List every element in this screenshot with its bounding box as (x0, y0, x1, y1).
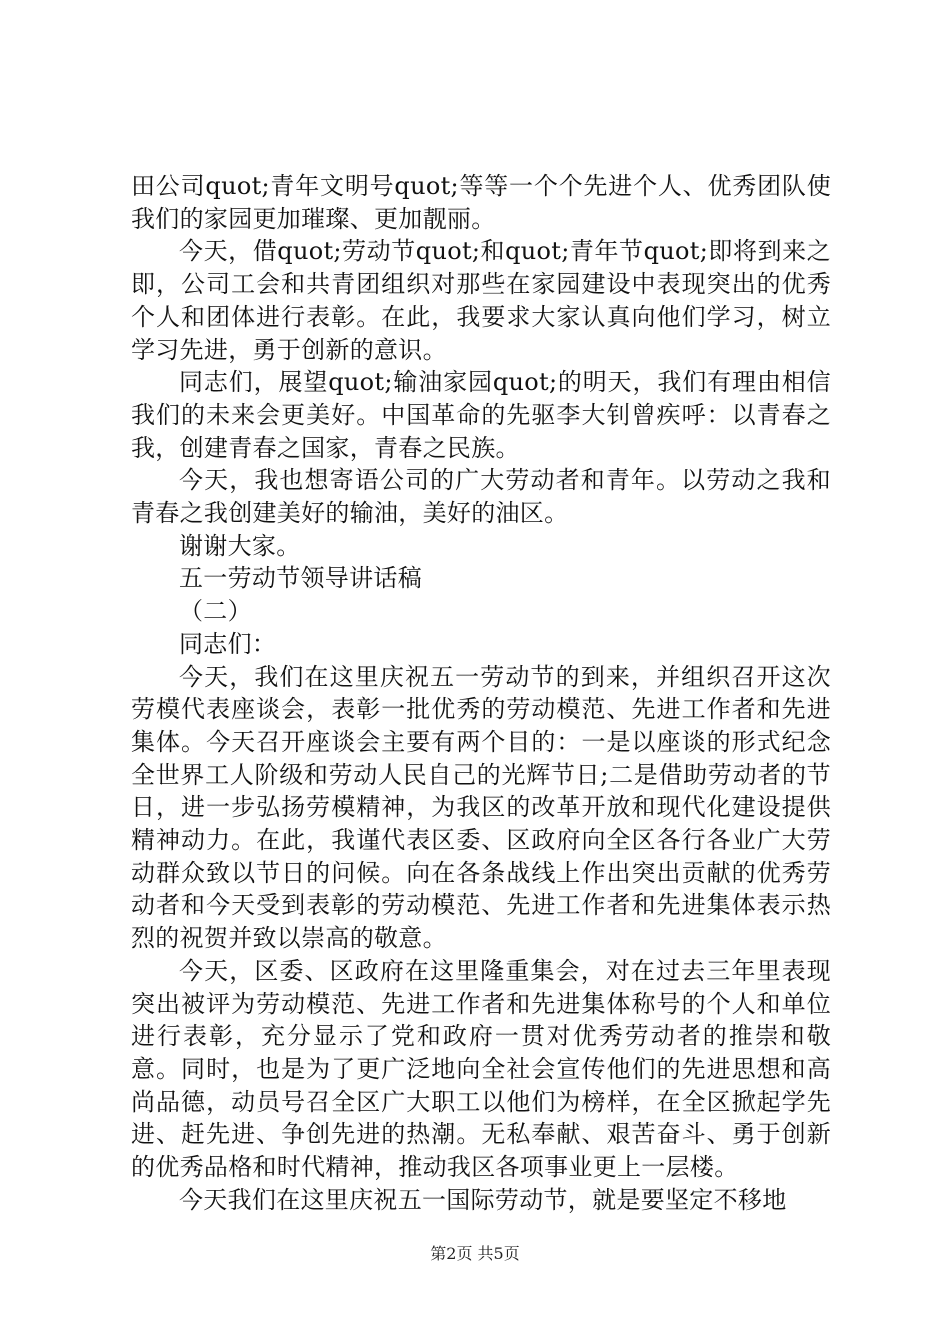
paragraph: 今天我们在这里庆祝五一国际劳动节，就是要坚定不移地 (179, 1185, 787, 1214)
salutation: 同志们： (179, 629, 277, 658)
document-body (131, 170, 831, 1217)
page-footer (0, 1244, 950, 1264)
section-title: 五一劳动节领导讲话稿 (179, 564, 422, 593)
paragraph: 今天，区委、区政府在这里隆重集会，对在过去三年里表现突出被评为劳动模范、先进工作者和先进集体称号的个人和单位进行表彰，充分显示了党和政府一贯对优秀劳动者的推崇和敬意。同时，也是为了更广泛地向全社会宣传他们的先进思想和高尚品德，动员号召全区广大职工以他们为榜样，在全区掀起学先进、赶先进、争创先进的热潮。无私奉献、艰苦奋斗、勇于创新的优秀品格和时代精神，推动我区各项事业更上一层楼。 (131, 956, 831, 1182)
section-number: （二） (179, 597, 252, 626)
paragraph: 今天，我们在这里庆祝五一劳动节的到来，并组织召开这次劳模代表座谈会，表彰一批优秀的劳动模范、先进工作者和先进集体。今天召开座谈会主要有两个目的：一是以座谈的形式纪念全世界工人阶级和劳动人民自己的光辉节日;二是借助劳动者的节日，进一步弘扬劳模精神，为我区的改革开放和现代化建设提供精神动力。在此，我谨代表区委、区政府向全区各行各业广大劳动群众致以节日的问候。向在各条战线上作出突出贡献的优秀劳动者和今天受到表彰的劳动模范、先进工作者和先进集体表示热烈的祝贺并致以崇高的敬意。 (131, 662, 831, 953)
closing-thanks: 谢谢大家。 (179, 531, 301, 560)
paragraph: 今天，我也想寄语公司的广大劳动者和青年。以劳动之我和青春之我创建美好的输油，美好的油区。 (131, 466, 831, 528)
page-number-label: 第2页 共5页 (430, 1244, 520, 1263)
paragraph: 今天，借quot;劳动节quot;和quot;青年节quot;即将到来之即，公司工会和共青团组织对那些在家园建设中表现突出的优秀个人和团体进行表彰。在此，我要求大家认真向他们学习，树立学习先进，勇于创新的意识。 (131, 237, 831, 364)
paragraph: 同志们，展望quot;输油家园quot;的明天，我们有理由相信我们的未来会更美好。中国革命的先驱李大钊曾疾呼：以青春之我，创建青春之国家，青春之民族。 (131, 368, 831, 462)
paragraph: 田公司quot;青年文明号quot;等等一个个先进个人、优秀团队使我们的家园更加璀璨、更加靓丽。 (131, 172, 831, 233)
